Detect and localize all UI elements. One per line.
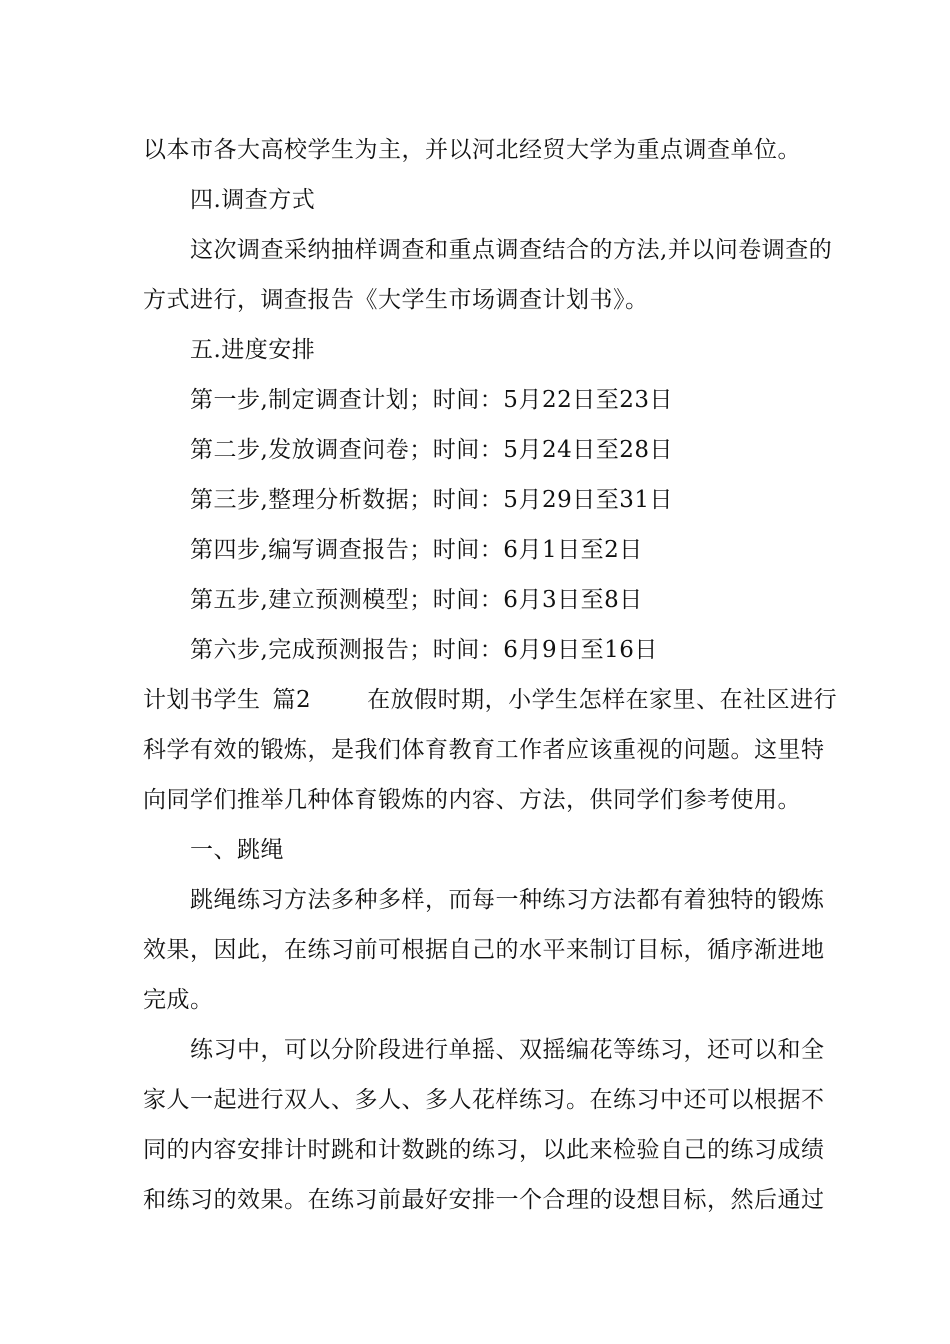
paragraph-line: 效果，因此，在练习前可根据自己的水平来制订目标，循序渐进地 — [143, 937, 825, 963]
schedule-step: 第四步,编写调查报告；时间：6月1日至2日 — [190, 537, 643, 563]
paragraph-line: 科学有效的锻炼，是我们体育教育工作者应该重视的问题。这里特 — [143, 737, 825, 763]
paragraph-line: 同的内容安排计时跳和计数跳的练习，以此来检验自己的练习成绩 — [143, 1137, 825, 1163]
schedule-step: 第五步,建立预测模型；时间：6月3日至8日 — [190, 587, 643, 613]
paragraph-line: 练习中，可以分阶段进行单摇、双摇编花等练习，还可以和全 — [190, 1037, 825, 1063]
paragraph-line: 家人一起进行双人、多人、多人花样练习。在练习中还可以根据不 — [143, 1087, 825, 1113]
paragraph-line: 这次调查采纳抽样调查和重点调查结合的方法,并以问卷调查的 — [190, 237, 833, 263]
section-2-header-line — [143, 685, 838, 715]
paragraph-line: 以本市各大高校学生为主，并以河北经贸大学为重点调查单位。 — [143, 137, 801, 163]
schedule-step: 第二步,发放调查问卷；时间：5月24日至28日 — [190, 437, 673, 463]
paragraph-line: 完成。 — [143, 987, 214, 1013]
paragraph-line: 跳绳练习方法多种多样，而每一种练习方法都有着独特的锻炼 — [190, 887, 825, 913]
section-heading: 四.调查方式 — [190, 187, 316, 213]
schedule-step: 第三步,整理分析数据；时间：5月29日至31日 — [190, 487, 673, 513]
paragraph-line: 和练习的效果。在练习前最好安排一个合理的设想目标，然后通过 — [143, 1187, 825, 1213]
paragraph-line: 向同学们推举几种体育锻炼的内容、方法，供同学们参考使用。 — [143, 787, 801, 813]
schedule-step: 第一步,制定调查计划；时间：5月22日至23日 — [190, 387, 673, 413]
section-heading: 五.进度安排 — [190, 337, 316, 363]
section-heading: 一、跳绳 — [190, 837, 284, 863]
paragraph-text: 在放假时期，小学生怎样在家里、在社区进行 — [367, 687, 838, 713]
paragraph-line: 方式进行，调查报告《大学生市场调查计划书》。 — [143, 287, 649, 313]
section-2-label: 篇2 — [272, 687, 312, 713]
schedule-step: 第六步,完成预测报告；时间：6月9日至16日 — [190, 637, 658, 663]
section-2-title: 计划书学生 — [143, 687, 261, 713]
